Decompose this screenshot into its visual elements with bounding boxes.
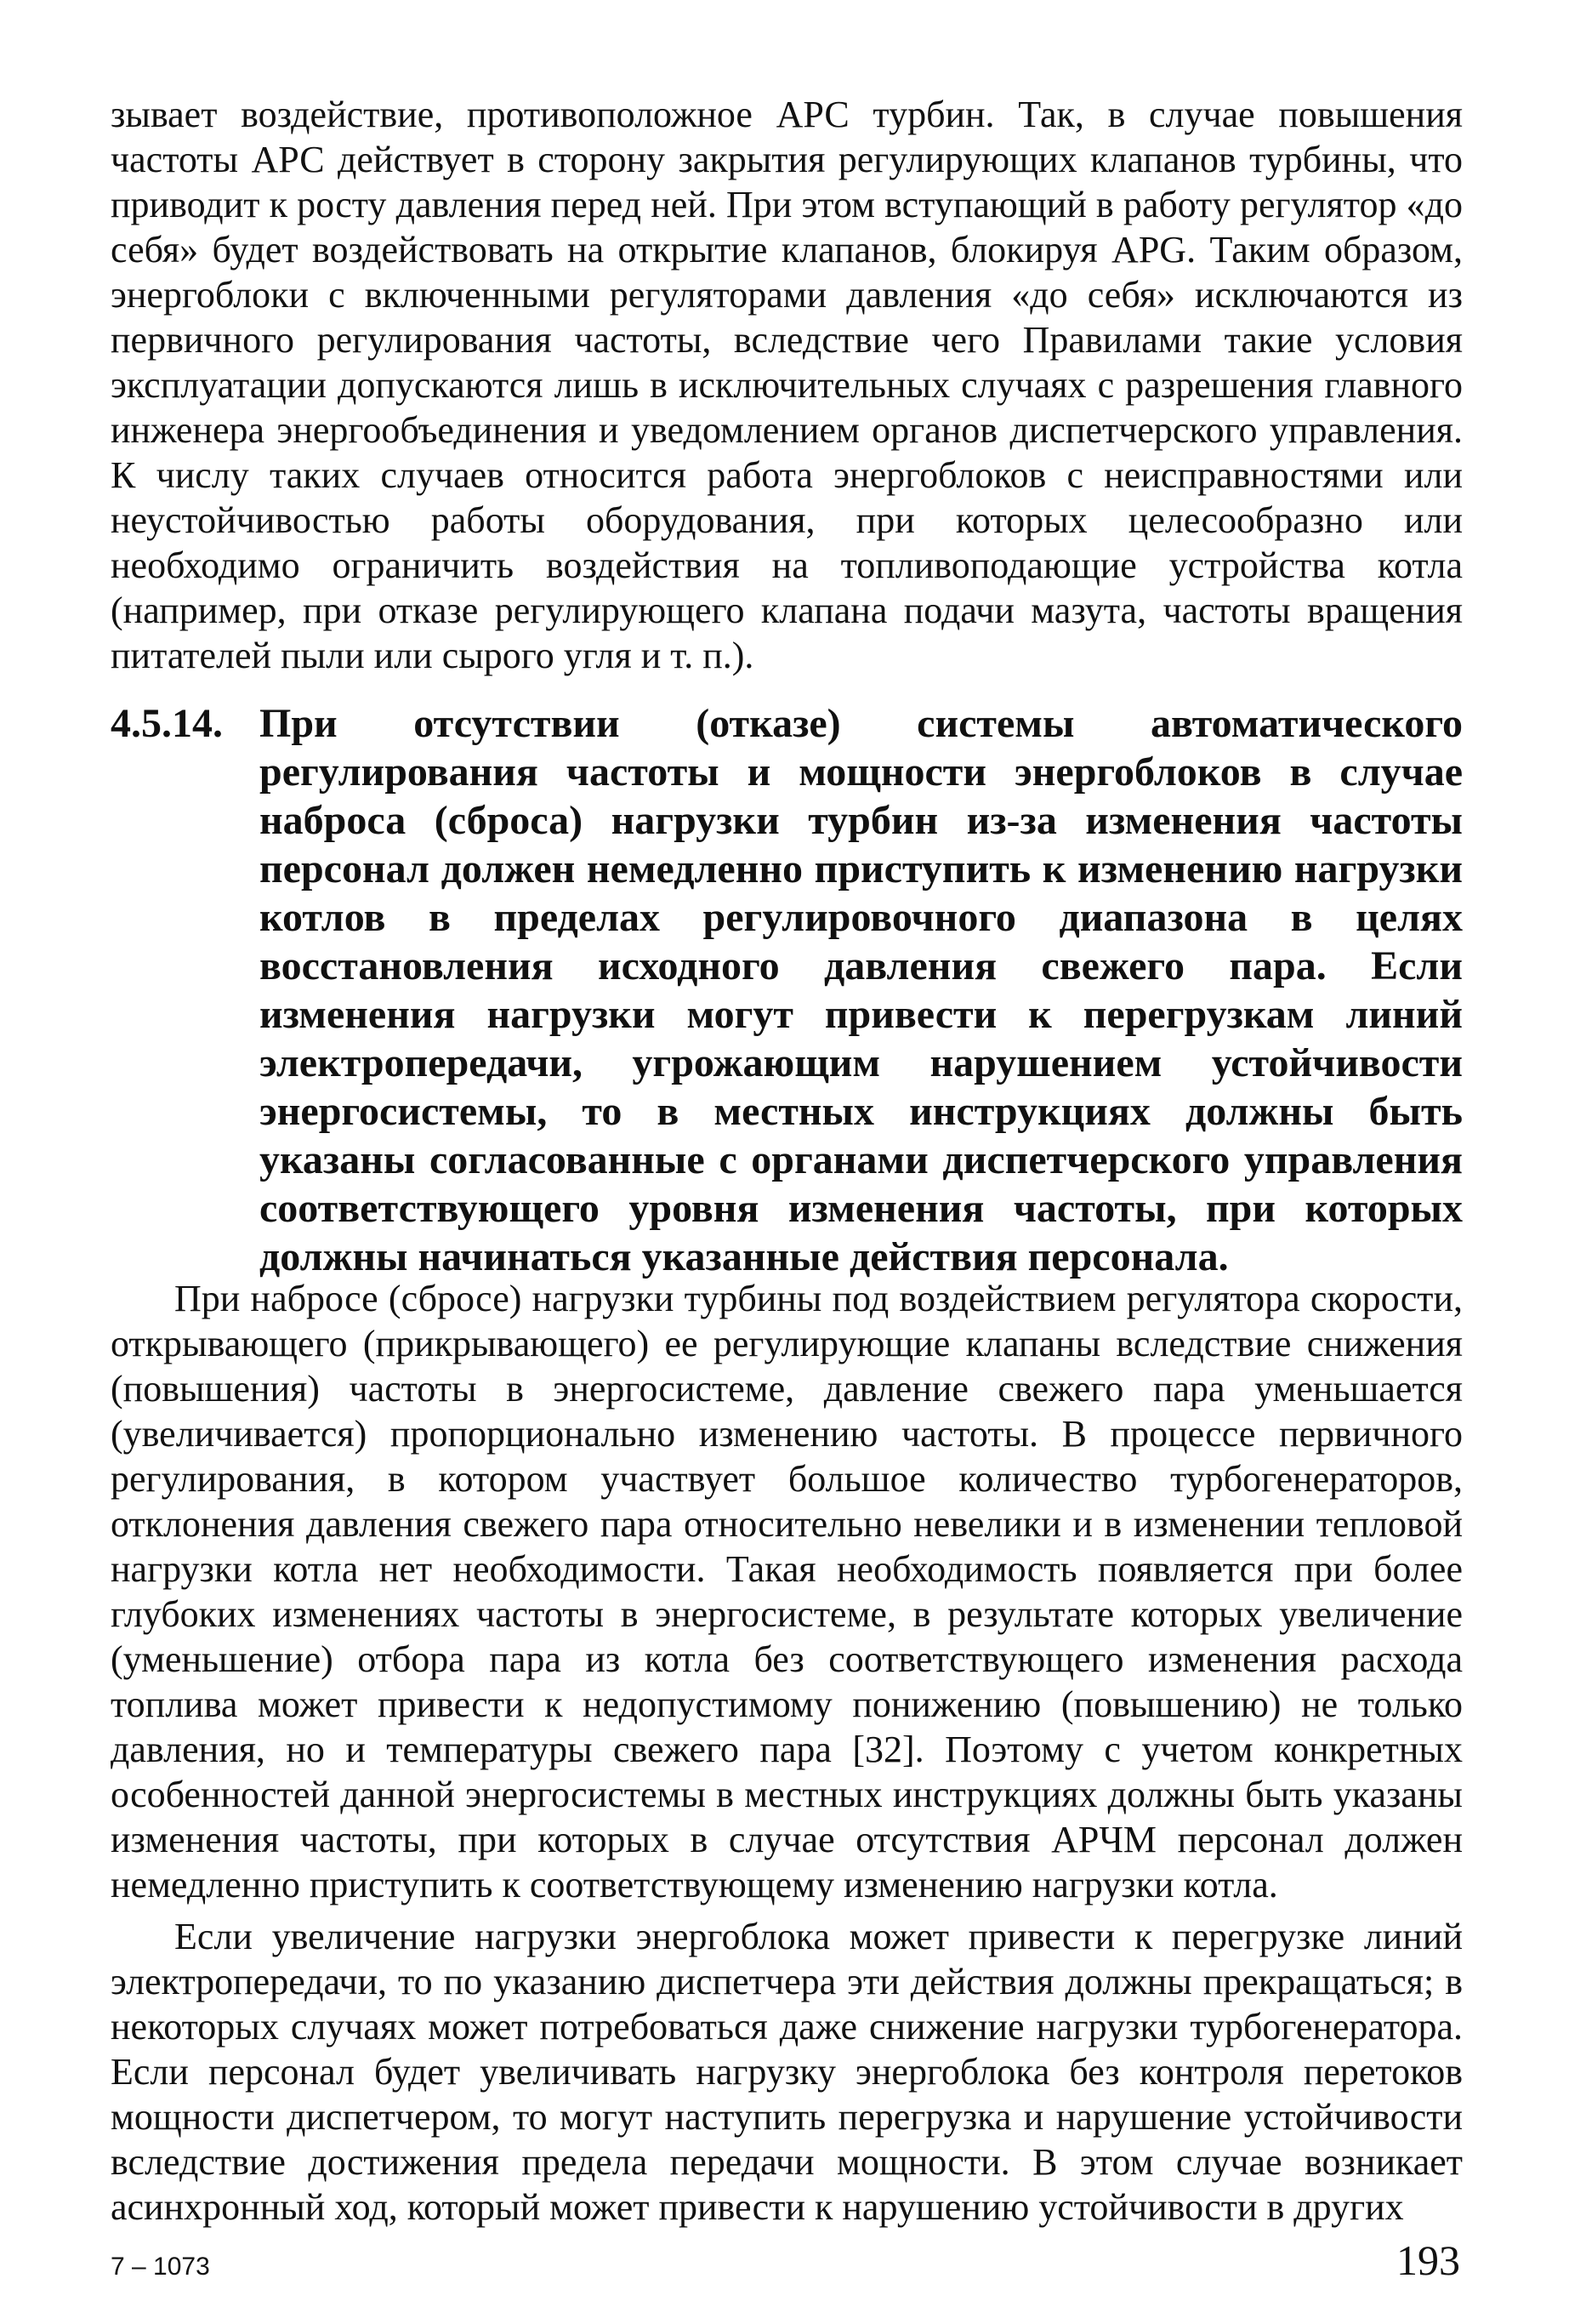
paragraph-continued [111,92,1463,678]
section-text: При отсутствии (отказе) системы автоматического регулирования частоты и мощности энергоблоков в случае наброса (сброса) нагрузки турбин из-за изменения частоты персонал должен немедленно приступить к изменению нагрузки котлов в пределах регулировочного диапазона в целях восстановления исходного давления свежего пара. Если изменения нагрузки могут привести к перегрузкам линий электропередачи, угрожающим нарушением устойчивости энергосистемы, то в местных инструкциях должны быть указаны согласованные с органами диспетчерского управления соответствующего уровня изменения частоты, при которых должны начинаться указанные действия персонала. [259,701,1463,1279]
paragraph: При набросе (сбросе) нагрузки турбины под воздействием регулятора скорости, открывающего (прикрывающего) ее регулирующие клапаны вследствие снижения (повышения) частоты в энергосистеме, давление свежего пара уменьшается (увеличивается) пропорционально изменению частоты. В процессе первичного регулирования, в котором участвует большое количество турбогенераторов, отклонения давления свежего пара относительно невелики и в изменении тепловой нагрузки котла нет необходимости. Такая необходимость появляется при более глубоких изменениях частоты в энергосистеме, в результате которых увеличение (уменьшение) отбора пара из котла без соответствующего изменения расхода топлива может привести к недопустимому понижению (повышению) не только давления, но и температуры свежего пара [32]. Поэтому с учетом конкретных особенностей данной энергосистемы в местных инструкциях должны быть указаны изменения частоты, при которых в случае отсутствия АРЧМ персонал должен немедленно приступить к соответствующему изменению нагрузки котла. [111,1278,1463,1905]
paragraph: Если увеличение нагрузки энергоблока может привести к перегрузке линий электропередачи, то по указанию диспетчера эти действия должны прекращаться; в некоторых случаях может потребоваться даже снижение нагрузки турбогенератора. Если персонал будет увеличивать нагрузку энергоблока без контроля перетоков мощности диспетчером, то могут наступить перегрузка и нарушение устойчивости вследствие достижения предела передачи мощности. В этом случае возникает асинхронный ход, который может привести к нарушению устойчивости в других [111,1916,1463,2228]
paragraph-text: зывает воздействие, противоположное АРС турбин. Так, в случае повышения частоты АРС действует в сторону закрытия регулирующих клапанов турбины, что приводит к росту давления перед ней. При этом вступающий в работу регулятор «до себя» будет воздействовать на открытие клапанов, блокируя APG. Таким образом, энергоблоки с включенными регуляторами давления «до себя» исключаются из первичного регулирования частоты, вследствие чего Правилами такие условия эксплуатации допускаются лишь в исключительных случаях с разрешения главного инженера энергообъединения и уведомлением органов диспетчерского управления. К числу таких случаев относится работа энергоблоков с неисправностями или неустойчивостью работы оборудования, при которых целесообразно или необходимо ограничить воздействия на топливоподающие устройства котла (например, при отказе регулирующего клапана подачи мазута, частоты вращения питателей пыли или сырого угля и т. п.). [111,94,1463,676]
body-paragraphs [111,1276,1463,2230]
footer-code: 7 – 1073 [111,2253,210,2281]
page-number: 193 [1396,2236,1460,2284]
section-number: 4.5.14. [111,701,223,746]
section-4-5-14 [111,699,1463,1281]
